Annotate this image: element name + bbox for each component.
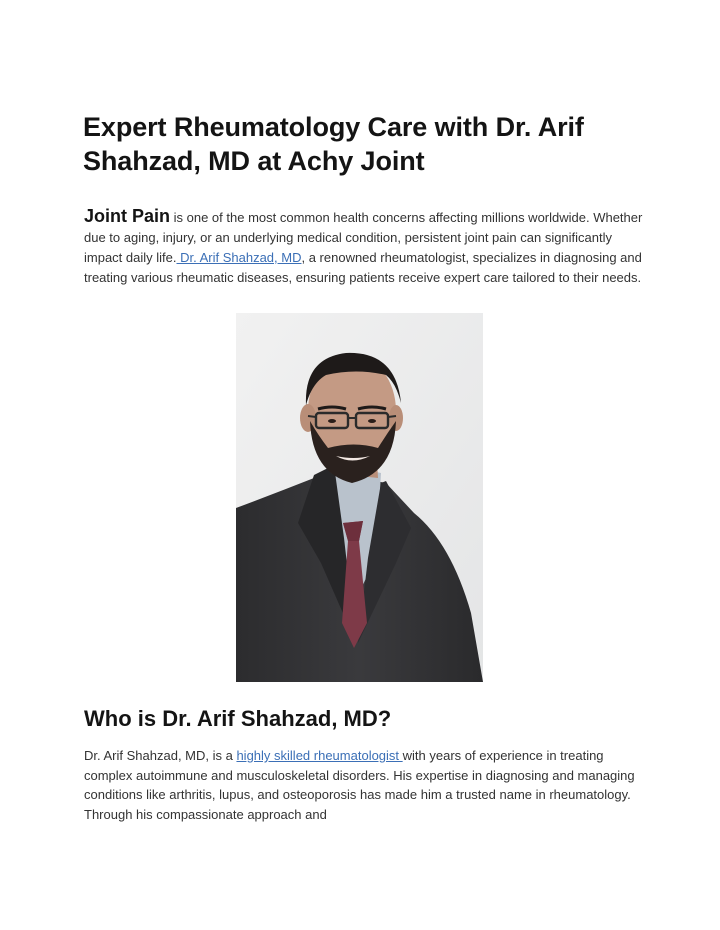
intro-text-continued: , a renowned rheumatologist, specializes in diagnosing and treating various rheumatic diseases, ensuring patients receive expert care tailored to their needs. xyxy=(84,250,642,285)
lead-phrase: Joint Pain xyxy=(84,206,171,226)
doctor-portrait-image xyxy=(236,313,483,682)
intro-text: is one of the most common health concerns affecting millions worldwide. Whether due to aging, injury, or an underlying medical condition, persistent joint pain can significantly impact daily life. xyxy=(84,210,643,265)
intro-paragraph xyxy=(84,206,644,288)
section-paragraph xyxy=(84,746,654,824)
page-title: Expert Rheumatology Care with Dr. Arif Shahzad, MD at Achy Joint xyxy=(83,112,584,176)
section-text-continued: with years of experience in treating complex autoimmune and musculoskeletal disorders. His expertise in diagnosing and managing conditions like arthritis, lupus, and osteoporosis has made him a trusted name in rheumatology. Through his compassionate approach and xyxy=(84,748,635,822)
doctor-name-link[interactable]: Dr. Arif Shahzad, MD xyxy=(176,250,302,265)
section-heading: Who is Dr. Arif Shahzad, MD? xyxy=(84,706,392,731)
section-text: Dr. Arif Shahzad, MD, is a xyxy=(84,748,237,763)
rheumatologist-link[interactable]: highly skilled rheumatologist xyxy=(236,748,403,763)
